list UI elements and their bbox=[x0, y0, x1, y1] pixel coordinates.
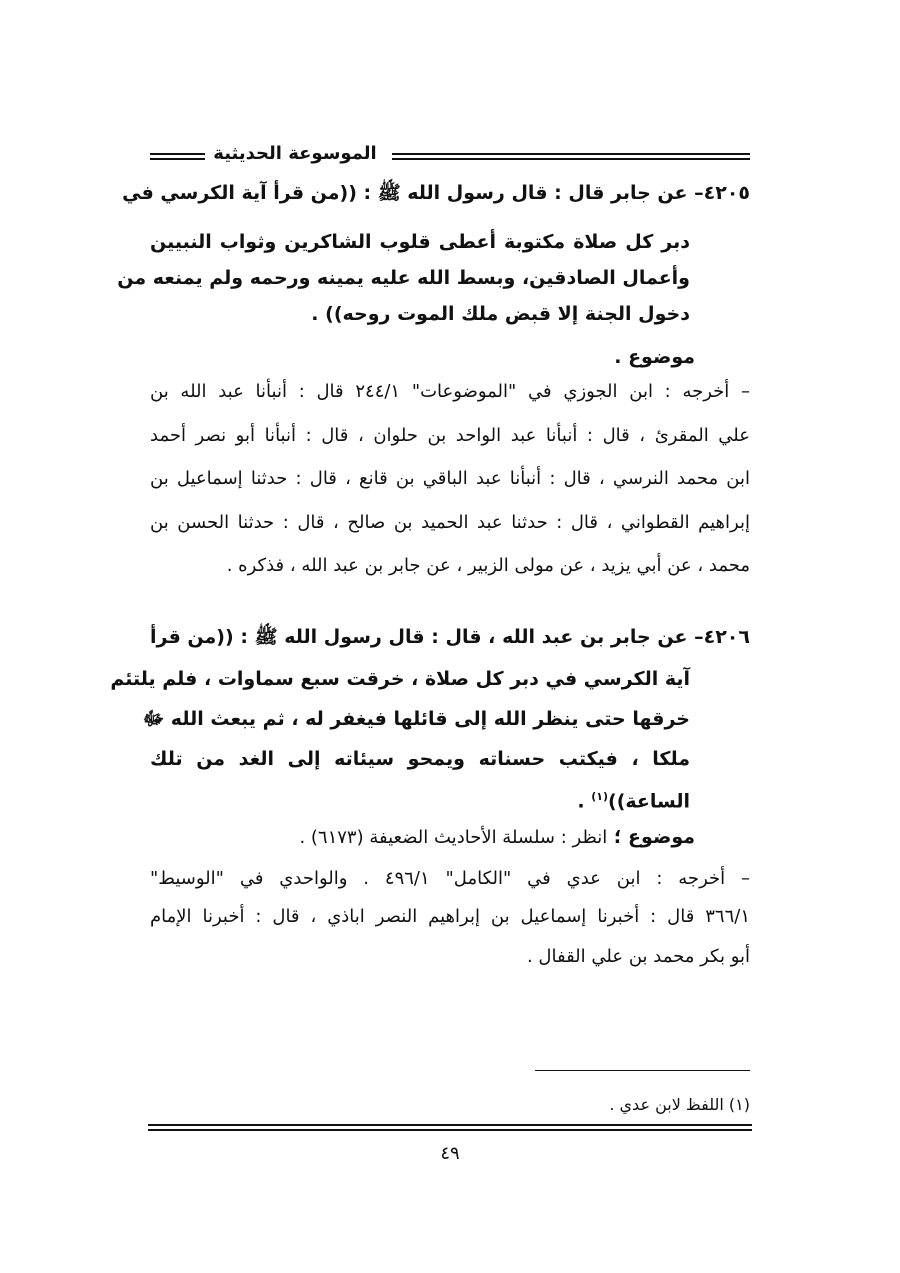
hadith-4206-takhrij-line-2: ٣٦٦/١ قال : أخبرنا إسماعيل بن إبراهيم النصر اباذي ، قال : أخبرنا الإمام bbox=[150, 906, 750, 927]
hadith-4206-line-4: ملكا ، فيكتب حسناته ويمحو سيئاته إلى الغد من تلك bbox=[150, 748, 690, 770]
header-rule-right bbox=[392, 153, 750, 160]
footnote-ref: (١) bbox=[591, 790, 609, 803]
hadith-4205-takhrij-line-5: محمد ، عن أبي يزيد ، عن مولى الزبير ، عن جابر بن عبد الله ، فذكره . bbox=[226, 555, 750, 576]
running-header-title: الموسوعة الحديثية bbox=[213, 143, 377, 164]
hadith-4206-line-3: خرقها حتى ينظر الله إلى قائلها فيغفر له ، ثم يبعث الله ﷻ bbox=[142, 708, 690, 730]
hadith-4205-takhrij-line-1: – أخرجه : ابن الجوزي في "الموضوعات" ٢٤٤/١ قال : أنبأنا عبد الله بن bbox=[150, 381, 750, 402]
footnote-1: (١) اللفظ لابن عدي . bbox=[609, 1095, 750, 1114]
header-rule-left bbox=[150, 153, 205, 160]
footnote-separator bbox=[535, 1070, 750, 1071]
grade-reference: انظر : سلسلة الأحاديث الضعيفة (٦١٧٣) . bbox=[299, 827, 608, 848]
hadith-4205-line-3: وأعمال الصادقين، وبسط الله عليه يمينه ورحمه ولم يمنعه من bbox=[117, 267, 690, 289]
hadith-4206-line-1: ٤٢٠٦– عن جابر بن عبد الله ، قال : قال رسول الله ﷺ : ((من قرأ bbox=[150, 626, 750, 648]
hadith-4206-line-5-end: . bbox=[577, 790, 592, 813]
hadith-4205-line-1: ٤٢٠٥– عن جابر قال : قال رسول الله ﷺ : ((من قرأ آية الكرسي في bbox=[122, 182, 750, 204]
hadith-4205-line-4: دخول الجنة إلا قبض ملك الموت روحه)) . bbox=[311, 303, 690, 325]
hadith-4205-takhrij-line-4: إبراهيم القطواني ، قال : حدثنا عبد الحميد بن صالح ، قال : حدثنا الحسن بن bbox=[150, 512, 750, 533]
hadith-4206-line-5-text: الساعة)) bbox=[608, 790, 690, 813]
hadith-4205-line-2: دبر كل صلاة مكتوبة أعطى قلوب الشاكرين وثواب النبيين bbox=[150, 231, 690, 253]
hadith-4206-grade bbox=[150, 818, 750, 856]
hadith-4206-line-2: آية الكرسي في دبر كل صلاة ، خرقت سبع سماوات ، فلم يلتئم bbox=[110, 668, 690, 690]
grade-label: موضوع ؛ bbox=[607, 826, 695, 848]
hadith-4206-takhrij-line-3: أبو بكر محمد بن علي القفال . bbox=[526, 946, 750, 967]
hadith-4205-takhrij-line-3: ابن محمد النرسي ، قال : أنبأنا عبد الباقي بن قانع ، قال : حدثنا إسماعيل بن bbox=[150, 468, 750, 489]
hadith-4205-takhrij-line-2: علي المقرئ ، قال : أنبأنا عبد الواحد بن حلوان ، قال : أنبأنا أبو نصر أحمد bbox=[150, 425, 750, 446]
page-number: ٤٩ bbox=[440, 1143, 460, 1164]
hadith-4206-takhrij-line-1: – أخرجه : ابن عدي في "الكامل" ٤٩٦/١ . والواحدي في "الوسيط" bbox=[150, 868, 750, 889]
footer-rule bbox=[148, 1124, 752, 1131]
hadith-4206-line-5 bbox=[150, 778, 690, 816]
hadith-4205-grade: موضوع . bbox=[614, 346, 695, 368]
